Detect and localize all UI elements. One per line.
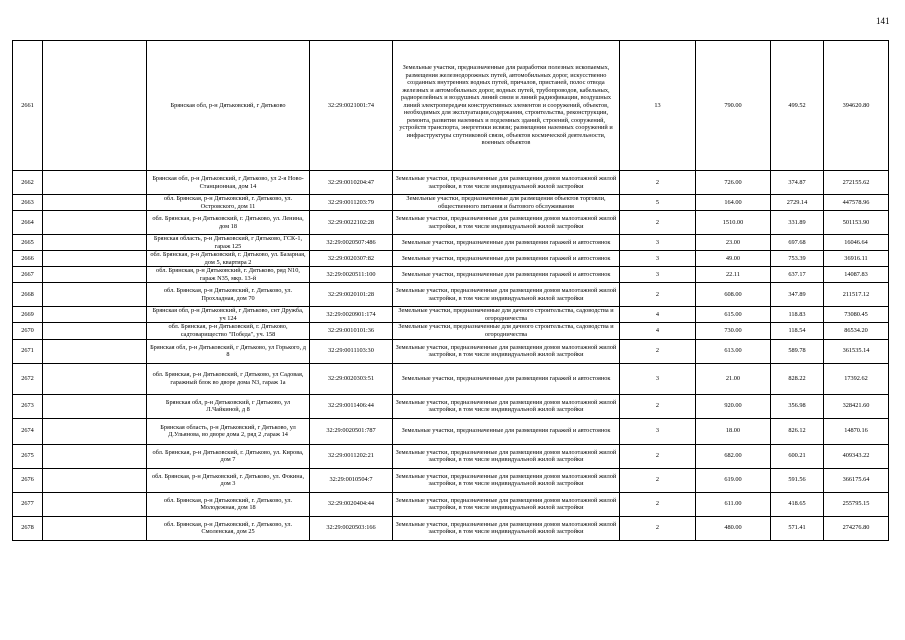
row-number: 2672 [13, 363, 43, 394]
row-specific-value: 828.22 [771, 363, 824, 394]
table-row [13, 235, 889, 251]
row-cadastral-number: 32:29:0011203:79 [310, 195, 393, 211]
row-address: Брянская обл, р-н Дятьковский, г Дятьково [147, 41, 310, 171]
table-row [13, 418, 889, 444]
table-row [13, 492, 889, 516]
row-number: 2662 [13, 171, 43, 195]
row-area: 726.00 [696, 171, 771, 195]
row-address: Брянская обл, р-н Дятьковский, г Дятьково, ул Л.Чайкиной, д 8 [147, 394, 310, 418]
row-spacer [43, 492, 147, 516]
row-cadastral-number: 32:29:0010504:7 [310, 468, 393, 492]
row-cadastral-value: 328421.60 [824, 394, 889, 418]
row-number: 2666 [13, 251, 43, 267]
row-spacer [43, 283, 147, 307]
row-address: обл. Брянская, р-н Дятьковский, г. Дятьково, ул. Смоленская, дом 25 [147, 516, 310, 540]
row-use-code: 2 [620, 492, 696, 516]
row-land-use: Земельные участки, предназначенные для дачного строительства, садоводства и огородничества [393, 323, 620, 339]
row-address: обл. Брянская, р-н Дятьковский, г. Дятьково, ул. Фокина, дом 3 [147, 468, 310, 492]
row-cadastral-value: 16046.64 [824, 235, 889, 251]
row-address: обл. Брянская, р-н Дятьковский, г. Дятьково, ул. Прохладная, дом 70 [147, 283, 310, 307]
row-spacer [43, 171, 147, 195]
row-cadastral-number: 32:29:0020511:100 [310, 267, 393, 283]
table-row [13, 195, 889, 211]
row-specific-value: 591.56 [771, 468, 824, 492]
row-cadastral-number: 32:29:0011103:30 [310, 339, 393, 363]
row-cadastral-value: 255795.15 [824, 492, 889, 516]
row-cadastral-value: 501153.90 [824, 211, 889, 235]
row-spacer [43, 394, 147, 418]
row-address: Брянская область, р-н Дятьковский, г Дятьково, ул Д.Ульянова, во дворе дома 2, ряд 2 ,гараж 14 [147, 418, 310, 444]
row-use-code: 3 [620, 363, 696, 394]
row-use-code: 2 [620, 516, 696, 540]
row-use-code: 2 [620, 211, 696, 235]
row-land-use: Земельные участки, предназначенные для размещения гаражей и автостоянок [393, 418, 620, 444]
row-land-use: Земельные участки, предназначенные для размещения домов малоэтажной жилой застройки, в том числе индивидуальной жилой застройки [393, 444, 620, 468]
row-area: 164.00 [696, 195, 771, 211]
row-specific-value: 600.21 [771, 444, 824, 468]
row-land-use: Земельные участки, предназначенные для размещения объектов торговли, общественного питания и бытового обслуживания [393, 195, 620, 211]
row-spacer [43, 267, 147, 283]
row-cadastral-value: 36916.11 [824, 251, 889, 267]
table-row [13, 363, 889, 394]
row-cadastral-number: 32:29:0020303:51 [310, 363, 393, 394]
row-area: 480.00 [696, 516, 771, 540]
row-use-code: 3 [620, 251, 696, 267]
row-spacer [43, 444, 147, 468]
row-specific-value: 499.52 [771, 41, 824, 171]
row-area: 23.00 [696, 235, 771, 251]
row-land-use: Земельные участки, предназначенные для размещения домов малоэтажной жилой застройки, в том числе индивидуальной жилой застройки [393, 394, 620, 418]
row-area: 790.00 [696, 41, 771, 171]
row-use-code: 2 [620, 444, 696, 468]
row-specific-value: 374.87 [771, 171, 824, 195]
row-address: Брянская обл, р-н Дятьковский, г Дятьково, ул Горького, д 8 [147, 339, 310, 363]
row-land-use: Земельные участки, предназначенные для размещения домов малоэтажной жилой застройки, в том числе индивидуальной жилой застройки [393, 339, 620, 363]
table-row [13, 267, 889, 283]
row-specific-value: 637.17 [771, 267, 824, 283]
row-specific-value: 2729.14 [771, 195, 824, 211]
row-specific-value: 118.83 [771, 307, 824, 323]
row-cadastral-number: 32:29:0022102:28 [310, 211, 393, 235]
row-land-use: Земельные участки, предназначенные для размещения домов малоэтажной жилой застройки, в том числе индивидуальной жилой застройки [393, 492, 620, 516]
row-cadastral-value: 447578.96 [824, 195, 889, 211]
row-use-code: 2 [620, 339, 696, 363]
row-land-use: Земельные участки, предназначенные для размещения домов малоэтажной жилой застройки, в том числе индивидуальной жилой застройки [393, 211, 620, 235]
row-land-use: Земельные участки, предназначенные для разработки полезных ископаемых, размещения железнодорожных путей, автомобильных дорог, искусственно созданных внутренних водных путей, причалов, пристаней, полос отвода железных и автомобильных дорог, водных путей, трубопроводов, кабельных, радиорелейных и воздушных линий связи и линий радиофикации, воздушных линий электропередачи конструктивных элементов и сооружений, объектов, необходимых для эксплуатации,содержания, строительства, реконструкции, ремонта, развития наземных и подземных зданий, строений, сооружений, устройств транспорта, энергетики исвязи; размещения наземных сооружений и инфраструктуры спутниковой связи, объектов космической деятельности, военных объектов [393, 41, 620, 171]
row-address: обл. Брянская, р-н Дятьковский, г Дятьково, ул Садовая, гаражный блок во дворе дома N3, гараж 1а [147, 363, 310, 394]
row-area: 615.00 [696, 307, 771, 323]
row-number: 2677 [13, 492, 43, 516]
row-number: 2669 [13, 307, 43, 323]
row-spacer [43, 41, 147, 171]
row-cadastral-number: 32:29:0020501:787 [310, 418, 393, 444]
row-use-code: 4 [620, 323, 696, 339]
row-land-use: Земельные участки, предназначенные для размещения гаражей и автостоянок [393, 251, 620, 267]
table-row [13, 444, 889, 468]
row-cadastral-number: 32:29:0011202:21 [310, 444, 393, 468]
row-spacer [43, 211, 147, 235]
row-address: обл. Брянская, р-н Дятьковский, г. Дятьково, ул. Молодежная, дом 18 [147, 492, 310, 516]
row-cadastral-value: 394620.80 [824, 41, 889, 171]
row-cadastral-number: 32:29:0020507:486 [310, 235, 393, 251]
table-row [13, 211, 889, 235]
table-row [13, 307, 889, 323]
row-use-code: 2 [620, 171, 696, 195]
table-row [13, 468, 889, 492]
row-land-use: Земельные участки, предназначенные для размещения гаражей и автостоянок [393, 363, 620, 394]
row-cadastral-value: 14087.83 [824, 267, 889, 283]
row-land-use: Земельные участки, предназначенные для размещения домов малоэтажной жилой застройки, в том числе индивидуальной жилой застройки [393, 171, 620, 195]
row-land-use: Земельные участки, предназначенные для размещения гаражей и автостоянок [393, 267, 620, 283]
row-number: 2665 [13, 235, 43, 251]
row-specific-value: 347.89 [771, 283, 824, 307]
row-land-use: Земельные участки, предназначенные для размещения домов малоэтажной жилой застройки, в том числе индивидуальной жилой застройки [393, 516, 620, 540]
row-number: 2676 [13, 468, 43, 492]
row-use-code: 3 [620, 267, 696, 283]
row-area: 18.00 [696, 418, 771, 444]
row-spacer [43, 363, 147, 394]
row-spacer [43, 339, 147, 363]
row-land-use: Земельные участки, предназначенные для размещения гаражей и автостоянок [393, 235, 620, 251]
row-spacer [43, 468, 147, 492]
cadastral-value-table [12, 40, 889, 541]
row-cadastral-number: 32:29:0020404:44 [310, 492, 393, 516]
row-cadastral-value: 73080.45 [824, 307, 889, 323]
row-number: 2675 [13, 444, 43, 468]
row-use-code: 3 [620, 418, 696, 444]
row-specific-value: 826.12 [771, 418, 824, 444]
row-use-code: 3 [620, 235, 696, 251]
row-land-use: Земельные участки, предназначенные для размещения домов малоэтажной жилой застройки, в том числе индивидуальной жилой застройки [393, 283, 620, 307]
table-row [13, 339, 889, 363]
row-address: обл. Брянская, р-н Дятьковский, г. Дятьково, ул. Базарная, дом 5, квартира 2 [147, 251, 310, 267]
row-area: 21.00 [696, 363, 771, 394]
row-cadastral-value: 409343.22 [824, 444, 889, 468]
row-address: обл. Брянская, р-н Дятьковский, г. Дятьково, ряд N10, гараж N35, мкр. 13-й [147, 267, 310, 283]
row-number: 2668 [13, 283, 43, 307]
table-row [13, 41, 889, 171]
row-spacer [43, 418, 147, 444]
row-spacer [43, 251, 147, 267]
row-cadastral-number: 32:29:0020503:166 [310, 516, 393, 540]
row-cadastral-number: 32:29:0010101:36 [310, 323, 393, 339]
row-cadastral-value: 17392.62 [824, 363, 889, 394]
row-cadastral-value: 366175.64 [824, 468, 889, 492]
row-use-code: 2 [620, 394, 696, 418]
row-spacer [43, 516, 147, 540]
row-cadastral-number: 32:29:0010204:47 [310, 171, 393, 195]
row-area: 613.00 [696, 339, 771, 363]
row-spacer [43, 235, 147, 251]
row-cadastral-number: 32:29:0011406:44 [310, 394, 393, 418]
row-cadastral-value: 274276.80 [824, 516, 889, 540]
table-row [13, 251, 889, 267]
table-row [13, 394, 889, 418]
row-land-use: Земельные участки, предназначенные для дачного строительства, садоводства и огородничества [393, 307, 620, 323]
row-specific-value: 697.68 [771, 235, 824, 251]
row-area: 611.00 [696, 492, 771, 516]
row-use-code: 2 [620, 283, 696, 307]
row-cadastral-value: 14870.16 [824, 418, 889, 444]
row-specific-value: 589.78 [771, 339, 824, 363]
row-number: 2670 [13, 323, 43, 339]
row-cadastral-value: 211517.12 [824, 283, 889, 307]
row-land-use: Земельные участки, предназначенные для размещения домов малоэтажной жилой застройки, в том числе индивидуальной жилой застройки [393, 468, 620, 492]
row-specific-value: 753.39 [771, 251, 824, 267]
row-number: 2664 [13, 211, 43, 235]
row-address: обл. Брянская, р-н Дятьковский, г. Дятьково, ул. Ленина, дом 18 [147, 211, 310, 235]
row-spacer [43, 323, 147, 339]
row-cadastral-number: 32:29:0020901:174 [310, 307, 393, 323]
row-spacer [43, 195, 147, 211]
row-area: 920.00 [696, 394, 771, 418]
row-specific-value: 418.65 [771, 492, 824, 516]
row-specific-value: 571.41 [771, 516, 824, 540]
row-spacer [43, 307, 147, 323]
row-cadastral-value: 361535.14 [824, 339, 889, 363]
row-address: обл. Брянская, р-н Дятьковский, г. Дятьково, ул. Кирова, дом 7 [147, 444, 310, 468]
table-row [13, 516, 889, 540]
row-number: 2663 [13, 195, 43, 211]
row-area: 619.00 [696, 468, 771, 492]
row-specific-value: 356.98 [771, 394, 824, 418]
row-use-code: 5 [620, 195, 696, 211]
row-address: Брянская обл, р-н Дятьковский, г Дятьково, ул 2-я Ново-Станционная, дом 14 [147, 171, 310, 195]
row-number: 2674 [13, 418, 43, 444]
row-address: обл. Брянская, р-н Дятьковский, г. Дятьково, ул. Островского, дом 11 [147, 195, 310, 211]
row-address: Брянская область, р-н Дятьковский, г Дятьково, ГСК-1, гараж 125 [147, 235, 310, 251]
row-area: 22.11 [696, 267, 771, 283]
row-cadastral-number: 32:29:0020101:28 [310, 283, 393, 307]
row-number: 2678 [13, 516, 43, 540]
row-area: 608.00 [696, 283, 771, 307]
row-use-code: 4 [620, 307, 696, 323]
row-area: 1510.00 [696, 211, 771, 235]
row-area: 730.00 [696, 323, 771, 339]
row-area: 682.00 [696, 444, 771, 468]
row-specific-value: 331.89 [771, 211, 824, 235]
row-address: Брянская обл, р-н Дятьковский, г Дятьково, снт Дружба, уч 124 [147, 307, 310, 323]
row-cadastral-value: 272155.62 [824, 171, 889, 195]
row-use-code: 13 [620, 41, 696, 171]
row-number: 2673 [13, 394, 43, 418]
table-row [13, 283, 889, 307]
row-area: 49.00 [696, 251, 771, 267]
row-number: 2661 [13, 41, 43, 171]
table-row [13, 171, 889, 195]
row-cadastral-value: 86534.20 [824, 323, 889, 339]
row-cadastral-number: 32:29:0021001:74 [310, 41, 393, 171]
row-specific-value: 118.54 [771, 323, 824, 339]
page-number: 141 [876, 16, 890, 26]
row-cadastral-number: 32:29:0020307:82 [310, 251, 393, 267]
row-use-code: 2 [620, 468, 696, 492]
row-number: 2667 [13, 267, 43, 283]
row-address: обл. Брянская, р-н Дятьковский, г. Дятьково, садтоварищество "Победа", уч. 158 [147, 323, 310, 339]
row-number: 2671 [13, 339, 43, 363]
table-row [13, 323, 889, 339]
